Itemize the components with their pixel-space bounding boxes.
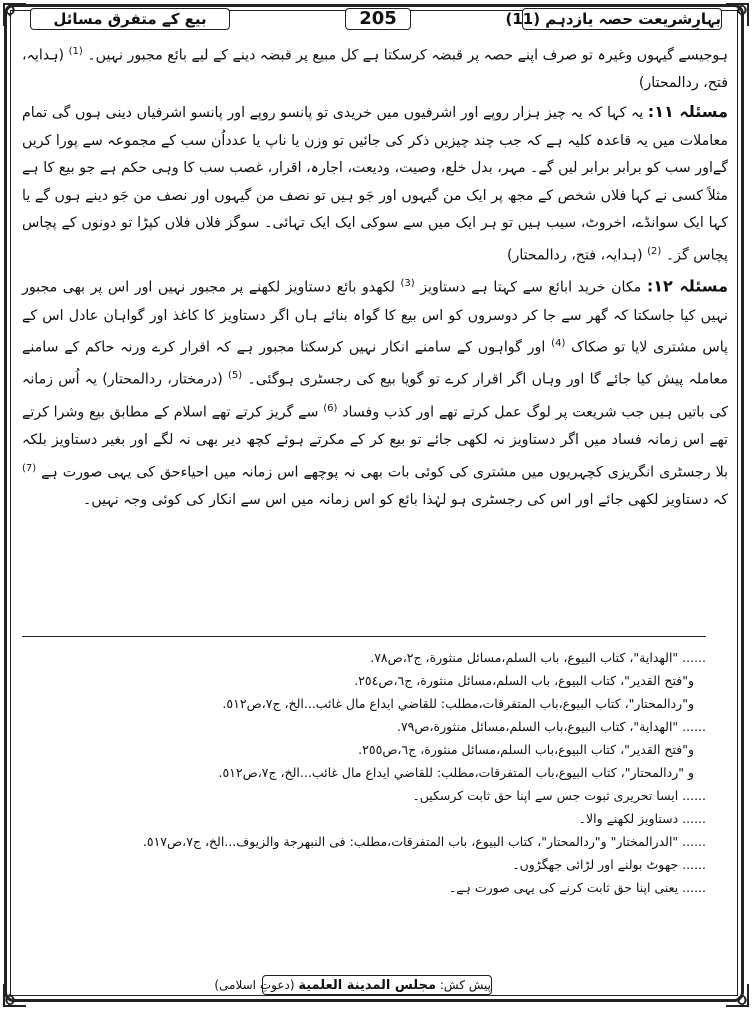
masala-heading: مسئلہ ۱۲: bbox=[646, 276, 728, 296]
footnote-ref: (6) bbox=[323, 402, 338, 414]
paragraph-text: کہ دستاویز لکھی جائے اور اس کی رجسٹری ہو لہٰذا بائع کو اس زمانہ میں اس سے انکار کی کوئی وجہ نہیں۔ bbox=[83, 492, 728, 509]
paragraph-text: ہوجیسے گیہوں وغیرہ تو صرف اپنے حصہ پر قبضہ کرسکتا ہے کل مبیع پر قبضہ دینے کے لیے بائع مجبور نہیں۔ bbox=[87, 47, 729, 64]
page-header bbox=[30, 6, 722, 32]
paragraph-continuation bbox=[22, 38, 728, 98]
footnotes bbox=[40, 646, 706, 899]
publisher-name: مجلس المدينة العلمية bbox=[298, 978, 437, 993]
main-text bbox=[22, 38, 728, 515]
publisher-footer bbox=[214, 975, 492, 995]
footnote: ...... "الهداية"، كتاب البيوع،باب السلم،مسائل منثورة،ص٧٩. bbox=[396, 719, 706, 734]
corner-ornament-icon bbox=[724, 2, 750, 28]
chapter-title: بیع کے متفرق مسائل bbox=[30, 8, 230, 30]
footer-suffix: (دعوتِ اسلامی) bbox=[214, 978, 295, 992]
footnote-ref: (3) bbox=[400, 278, 415, 290]
corner-ornament-icon bbox=[2, 2, 28, 28]
footnote: و"فتح القدير"، كتاب البيوع، باب السلم،مسائل منثورة، ج٦،ص٢٥٤. bbox=[354, 673, 694, 688]
footnote-ref: (2) bbox=[647, 245, 662, 257]
masala-12 bbox=[22, 270, 728, 514]
footnote: ...... "الهداية"، كتاب البيوع، باب السلم،مسائل منثورة، ج٢،ص٧٨. bbox=[370, 650, 706, 665]
corner-ornament-icon bbox=[2, 982, 28, 1008]
masala-heading: مسئلہ ۱۱: bbox=[647, 101, 728, 121]
footnote-divider bbox=[22, 636, 706, 637]
footnote-ref: (4) bbox=[551, 338, 566, 350]
paragraph-text: (درمختار، ردالمحتار) یہ اُس زمانہ کی باتیں ہیں جب شریعت پر لوگ عمل کرتے تھے اور کذب وفساد bbox=[22, 372, 728, 421]
corner-ornament-icon bbox=[724, 982, 750, 1008]
footnote: ...... ایسا تحریری ثبوت جس سے اپنا حق ثابت کرسکیں۔ bbox=[412, 788, 706, 803]
paragraph-text: سے گریز کرتے تھے اسلام کے مطابق بیع وشرا کرتے تھے اس زمانہ فساد میں اگر دستاویز نہ لکھی جائے تو بیع کر کے مکرتے ہوئے کچھ دیر بھی نہ لگے اور بغیر دستاویز بلکہ بلا رجسٹری انگریزی کچہریوں میں مشتری کی کوئی بات بھی نہ پوچھے اس زمانہ میں احیاءحق کی یہی صورت ہے bbox=[22, 404, 728, 481]
footnote: ...... "الدرالمختار" و"ردالمحتار"، كتاب البيوع، باب المتفرقات،مطلب: فى النبهرجة والزيوف...الخ، ج٧،ص٥١٧. bbox=[142, 834, 706, 849]
masala-11 bbox=[22, 98, 728, 270]
footnote: ...... جھوٹ بولنے اور لڑائی جھگڑوں۔ bbox=[512, 857, 706, 872]
footnote: و"فتح القدير"، كتاب البيوع،باب السلم،مسائل منثورة، ج٦،ص٢٥٥. bbox=[358, 742, 694, 757]
paragraph-text: مکان خرید ابائع سے کہتا ہے دستاویز bbox=[420, 279, 642, 296]
footnote: ...... دستاویز لکھنے والا۔ bbox=[578, 811, 706, 826]
paragraph-text: لکھدو بائع دستاویز لکھنے پر مجبور نہیں اور اس پر بھی مجبور نہیں کیا جاسکتا کہ گھر سے جا کر دوسروں کو اس بیع کا گواہ بنائے ہاں اگر دستاویز کا کاغذ اور گواہان عادل اس کے پاس مشتری لایا تو صکاک bbox=[22, 279, 728, 356]
footnote-ref: (1) bbox=[68, 46, 83, 57]
footnote: و"ردالمحتار"، كتاب البيوع،باب المتفرقات،مطلب: للقاضي ايداع مال غائب...الخ، ج٧،ص٥١٢. bbox=[222, 696, 694, 711]
book-title: بہارِشریعت حصہ یازدہم (11) bbox=[505, 10, 721, 28]
footnote: و "ردالمحتار"، كتاب البيوع،باب المتفرقات،مطلب: للقاضي ايداع مال غائب...الخ، ج٧،ص٥١٢. bbox=[218, 765, 694, 780]
source-citation: (ہدایہ، فتح، ردالمحتار) bbox=[22, 47, 728, 92]
page-number: 205 bbox=[345, 8, 411, 30]
paragraph-text: اور گواہوں کے سامنے انکار نہیں کرسکتا مجبور ہے کہ اقرار کرے ورنہ حاکم کے سامنے معاملہ پیش کیا جائے گا اور وہاں اگر اقرار کرے تو گویا بیع کی رجسٹری ہوگئی۔ bbox=[22, 339, 728, 389]
footnote-ref: (5) bbox=[228, 370, 243, 382]
source-citation: (ہدایہ، فتح، ردالمحتار) bbox=[506, 247, 643, 264]
footnote: ...... یعنی اپنا حق ثابت کرنے کی یہی صورت ہے۔ bbox=[448, 880, 706, 895]
paragraph-text: یہ کہا کہ یہ چیز ہزار روپے اور اشرفیوں میں خریدی تو پانسو روپے اور پانسو اشرفیاں دینی ہوں گی تمام معاملات میں یہ قاعدہ کلیہ ہے کہ جب چند چیزیں ذکر کی جائیں تو وزن یا ناپ یا عدداُن سب کے مجموعہ سے پورا کریں گےاور سب کو برابر برابر لیں گے۔ مہر، بدل خلع، وصیت، ودیعت، اجارہ، اقرار، غصب سب کا وہی حکم ہے جو بیع کا ہے مثلاً کسی نے کہا فلاں شخص کے مجھ پر ایک من گیہوں اور جَو ہیں تو نصف من گیہوں اور نصف من جَو دینے ہوں گے یا کہا ایک سوانڈے، اخروٹ، سیب ہیں تو ہر ایک میں سے سوکی ایک ایک تہائی۔ سوگز فلاں فلاں کپڑا تو دونوں کے پچاس پچاس گز۔ bbox=[22, 104, 728, 264]
footer-prefix: پیش کش: bbox=[439, 978, 491, 992]
footnote-ref: (7) bbox=[22, 462, 37, 474]
